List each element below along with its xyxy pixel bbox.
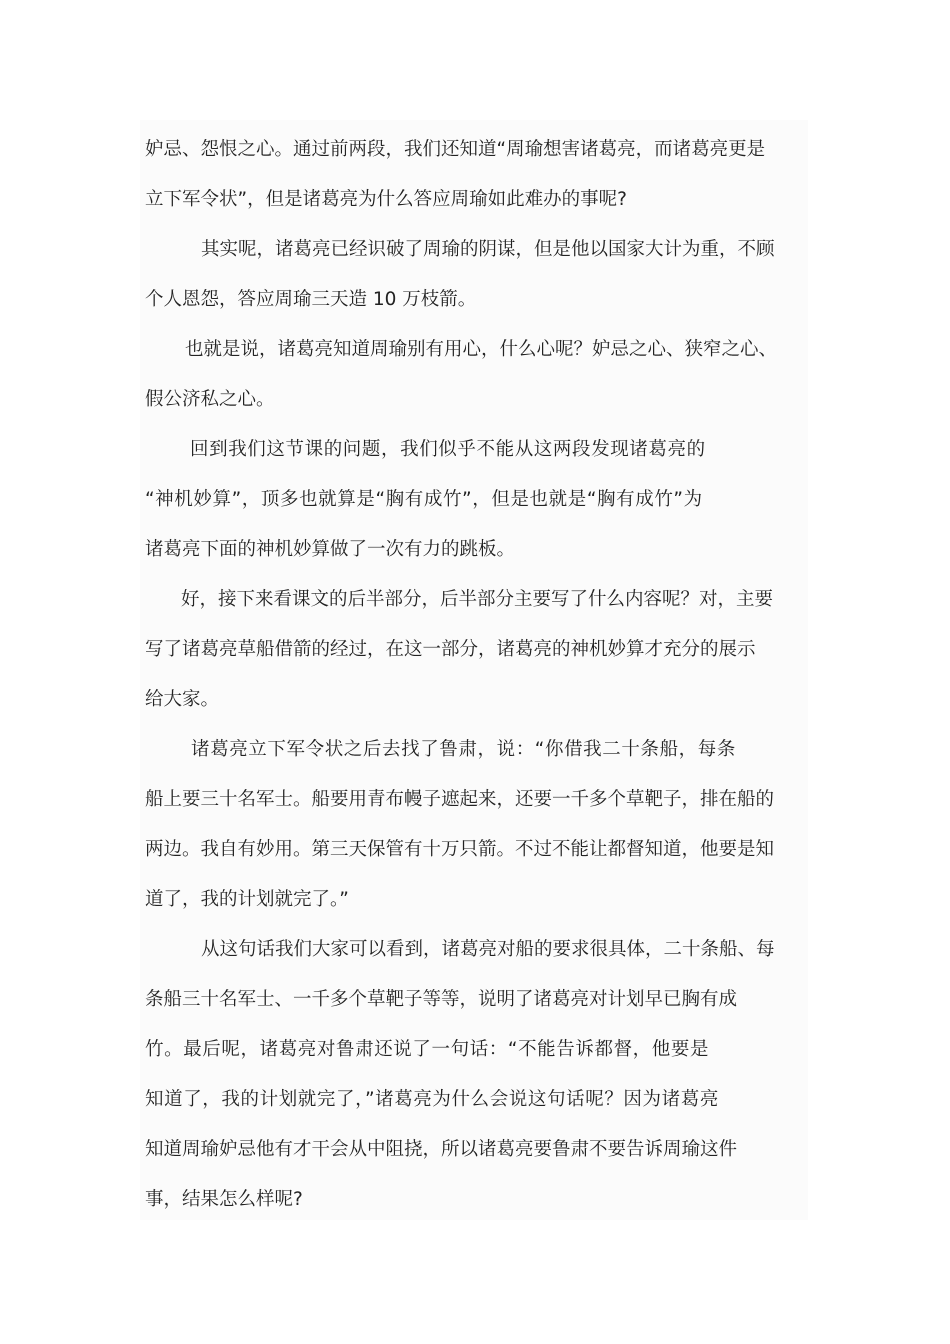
paragraph-start: 其实呢，诸葛亮已经识破了周瑜的阴谋，但是他以国家大计为重，不顾: [201, 239, 775, 260]
text-line: 事，结果怎么样呢?: [145, 1189, 303, 1210]
text-line: 妒忌、怨恨之心。通过前两段，我们还知道“周瑜想害诸葛亮，而诸葛亮更是: [145, 139, 766, 160]
text-line: 个人恩怨，答应周瑜三天造 10 万枝箭。: [145, 289, 477, 310]
text-line: 写了诸葛亮草船借箭的经过，在这一部分，诸葛亮的神机妙算才充分的展示: [145, 639, 756, 660]
paragraph-start: 诸葛亮立下军令状之后去找了鲁肃，说：“你借我二十条船，每条: [191, 739, 736, 760]
text-line: 船上要三十名军士。船要用青布幔子遮起来，还要一千多个草靶子，排在船的: [145, 789, 775, 810]
text-line: 道了，我的计划就完了。”: [145, 889, 349, 910]
paragraph-start: 也就是说，诸葛亮知道周瑜别有用心，什么心呢？妒忌之心、狭窄之心、: [185, 339, 778, 360]
text-line: 立下军令状”，但是诸葛亮为什么答应周瑜如此难办的事呢?: [145, 189, 627, 210]
text-line: 假公济私之心。: [145, 389, 275, 410]
text-line: 两边。我自有妙用。第三天保管有十万只箭。不过不能让都督知道，他要是知: [145, 839, 775, 860]
text-line: 竹。最后呢，诸葛亮对鲁肃还说了一句话：“不能告诉都督，他要是: [145, 1039, 710, 1060]
text-line: 知道周瑜妒忌他有才干会从中阻挠，所以诸葛亮要鲁肃不要告诉周瑜这件: [145, 1139, 738, 1160]
text-line: “神机妙算”，顶多也就算是“胸有成竹”，但是也就是“胸有成竹”为: [145, 489, 703, 510]
text-line: 给大家。: [145, 689, 220, 710]
text-line: 诸葛亮下面的神机妙算做了一次有力的跳板。: [145, 539, 516, 560]
paragraph-start: 好，接下来看课文的后半部分，后半部分主要写了什么内容呢？对，主要: [181, 589, 774, 610]
text-line: 知道了，我的计划就完了，”诸葛亮为什么会说这句话呢？因为诸葛亮: [145, 1089, 719, 1110]
text-line: 条船三十名军士、一千多个草靶子等等，说明了诸葛亮对计划早已胸有成: [145, 989, 738, 1010]
body-text: [145, 125, 825, 1225]
paragraph-start: 从这句话我们大家可以看到，诸葛亮对船的要求很具体，二十条船、每: [201, 939, 775, 960]
paragraph-start: 回到我们这节课的问题，我们似乎不能从这两段发现诸葛亮的: [190, 439, 706, 460]
